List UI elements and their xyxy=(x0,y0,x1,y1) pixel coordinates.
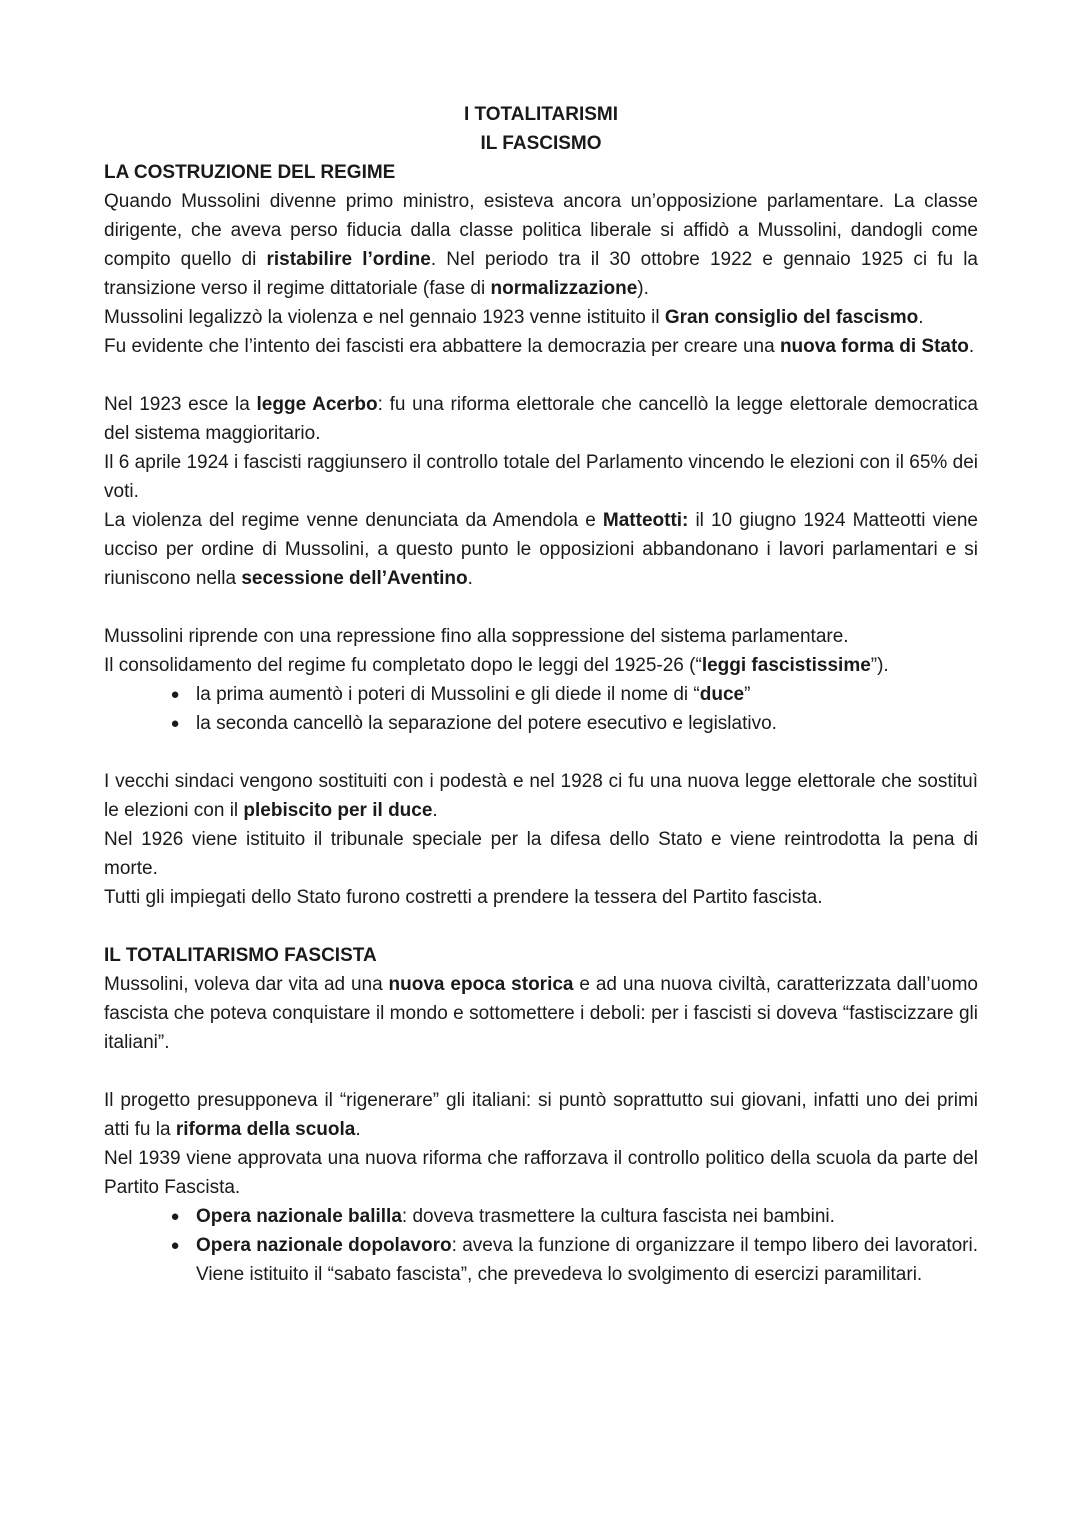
list-item xyxy=(104,1202,978,1231)
spacer xyxy=(104,593,978,622)
paragraph: Il 6 aprile 1924 i fascisti raggiunsero il controllo totale del Parlamento vincendo le elezioni con il 65% dei voti. xyxy=(104,452,978,502)
paragraph xyxy=(104,390,978,448)
paragraph: Nel 1939 viene approvata una nuova riforma che rafforzava il controllo politico della scuola da parte del Partito Fascista. xyxy=(104,1148,978,1198)
document-page xyxy=(104,100,978,1289)
sub-title: IL FASCISMO xyxy=(480,133,602,154)
text: Nel 1923 esce la xyxy=(104,394,257,415)
bullet-icon: ● xyxy=(170,1208,180,1225)
text: Il progetto presupponeva il “rigenerare” gli italiani: si puntò soprattutto sui giovani, infatti uno dei primi atti fu la xyxy=(104,1090,978,1140)
bullet-icon: ● xyxy=(170,686,180,703)
text: ”). xyxy=(870,655,889,676)
text: . Nel periodo tra il 30 ottobre 1922 e gennaio 1925 ci fu la transizione verso il regime dittatoriale (fase di xyxy=(104,249,978,299)
bold-text: Matteotti: xyxy=(602,510,689,531)
paragraph xyxy=(104,506,978,593)
text: : doveva trasmettere la cultura fascista nei bambini. xyxy=(401,1206,835,1227)
paragraph xyxy=(104,651,978,680)
paragraph: Tutti gli impiegati dello Stato furono costretti a prendere la tessera del Partito fascista. xyxy=(104,887,823,908)
text: . xyxy=(355,1119,361,1140)
text: : fu una riforma elettorale che cancellò la legge elettorale democratica del sistema maggioritario. xyxy=(104,394,978,444)
paragraph xyxy=(104,767,978,825)
bold-text: legge Acerbo xyxy=(256,394,378,415)
paragraph: Nel 1926 viene istituito il tribunale speciale per la difesa dello Stato e viene reintrodotta la pena di morte. xyxy=(104,829,978,879)
text: I vecchi sindaci vengono sostituiti con i podestà e nel 1928 ci fu una nuova legge elettorale che sostituì le elezioni con il xyxy=(104,771,978,821)
section-heading-totalitarismo: IL TOTALITARISMO FASCISTA xyxy=(104,945,377,966)
paragraph xyxy=(104,332,978,361)
spacer xyxy=(104,912,978,941)
text: . xyxy=(918,307,924,328)
text: la seconda cancellò la separazione del potere esecutivo e legislativo. xyxy=(196,713,777,734)
paragraph xyxy=(104,303,978,332)
section-heading-costruzione: LA COSTRUZIONE DEL REGIME xyxy=(104,162,396,183)
spacer xyxy=(104,361,978,390)
bold-text: normalizzazione xyxy=(490,278,638,299)
bullet-icon: ● xyxy=(170,715,180,732)
bold-text: secessione dell’Aventino xyxy=(241,568,468,589)
bold-text: nuova epoca storica xyxy=(388,974,574,995)
main-title: I TOTALITARISMI xyxy=(463,104,619,125)
text: ). xyxy=(637,278,649,299)
paragraph xyxy=(104,970,978,1057)
text: Fu evidente che l’intento dei fascisti era abbattere la democrazia per creare una xyxy=(104,336,780,357)
text: La violenza del regime venne denunciata da Amendola e xyxy=(104,510,603,531)
text: la prima aumentò i poteri di Mussolini e gli diede il nome di “ xyxy=(196,684,700,705)
text: Il consolidamento del regime fu completato dopo le leggi del 1925-26 (“ xyxy=(104,655,702,676)
bullet-list-opere xyxy=(104,1202,978,1289)
bold-text: Opera nazionale dopolavoro xyxy=(196,1235,452,1256)
text: Mussolini legalizzò la violenza e nel gennaio 1923 venne istituito il xyxy=(104,307,665,328)
bullet-list-leggi xyxy=(104,680,978,738)
text: . xyxy=(432,800,438,821)
text: e ad una nuova civiltà, caratterizzata dall’uomo fascista che poteva conquistare il mondo e sottomettere i deboli: per i fascisti si doveva “fastiscizzare gli italiani”. xyxy=(104,974,978,1053)
text: . xyxy=(467,568,473,589)
document-titles xyxy=(104,100,978,158)
spacer xyxy=(104,1057,978,1086)
bold-text: ristabilire l’ordine xyxy=(266,249,431,270)
text: . xyxy=(968,336,975,357)
text: : aveva la funzione di organizzare il tempo libero dei lavoratori. Viene istituito il “sabato fascista”, che prevedeva lo svolgimento di esercizi paramilitari. xyxy=(196,1235,979,1285)
text: Mussolini, voleva dar vita ad una xyxy=(104,974,389,995)
list-item xyxy=(104,1231,978,1289)
bullet-icon: ● xyxy=(170,1237,180,1254)
bold-text: nuova forma di Stato xyxy=(779,336,969,357)
bold-text: riforma della scuola xyxy=(175,1119,356,1140)
list-item xyxy=(104,680,978,709)
paragraph xyxy=(104,187,978,303)
paragraph xyxy=(104,1086,978,1144)
bold-text: plebiscito per il duce xyxy=(243,800,433,821)
bold-text: Gran consiglio del fascismo xyxy=(664,307,919,328)
spacer xyxy=(104,738,978,767)
text: Quando Mussolini divenne primo ministro, esisteva ancora un’opposizione parlamentare. La classe dirigente, che aveva perso fiducia dalla classe politica liberale si affidò a Mussolini, dandogli come compito quello di xyxy=(104,191,978,270)
bold-text: leggi fascistissime xyxy=(701,655,871,676)
text: ” xyxy=(744,684,751,705)
text: il 10 giugno 1924 Matteotti viene ucciso per ordine di Mussolini, a questo punto le opposizioni abbandonano i lavori parlamentari e si riuniscono nella xyxy=(104,510,979,589)
bold-text: Opera nazionale balilla xyxy=(196,1206,402,1227)
list-item xyxy=(104,709,978,738)
paragraph: Mussolini riprende con una repressione fino alla soppressione del sistema parlamentare. xyxy=(104,626,849,647)
bold-text: duce xyxy=(699,684,745,705)
